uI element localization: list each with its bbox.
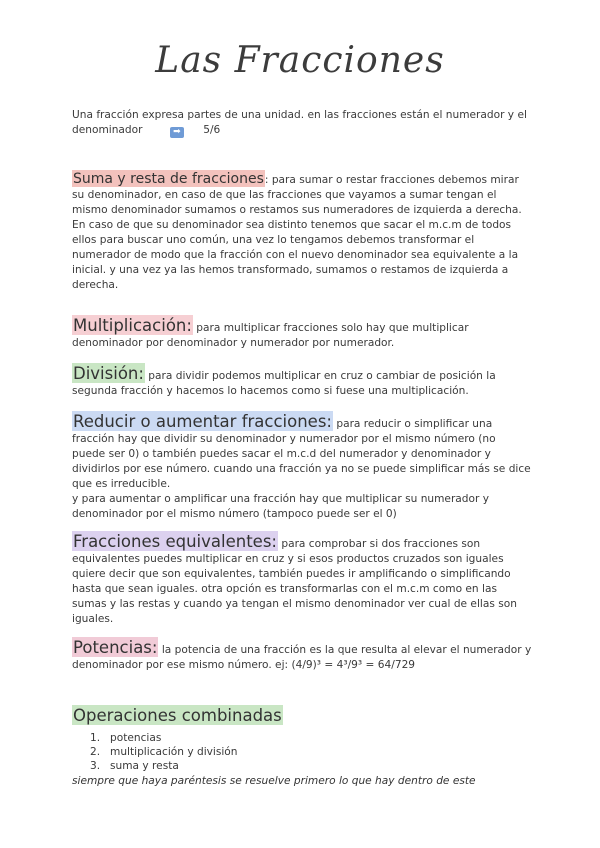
heading-equivalentes: Fracciones equivalentes: (73, 532, 277, 551)
list-item: 1. potencias (90, 732, 162, 744)
list-item: 2. multiplicación y división (90, 746, 238, 758)
page-title: Las Fracciones (155, 40, 445, 81)
heading-suma-resta: Suma y resta de fracciones (73, 171, 264, 187)
combinadas-list (90, 731, 238, 773)
arrow-right-icon: ➡ (170, 127, 184, 138)
heading-combinadas: Operaciones combinadas (73, 706, 282, 725)
multiplicacion-text: para multiplicar fracciones solo hay que multiplicar denominador por denominador y numerador por numerador. (72, 322, 469, 349)
combinadas-note: siempre que haya paréntesis se resuelve primero lo que hay dentro de este (72, 775, 476, 787)
potencias-text: la potencia de una fracción es la que resulta al elevar el numerador y denominador por ese mismo número. ej: (4/9)³ = 4³/9³ = 64/729 (72, 644, 532, 671)
division-text: para dividir podemos multiplicar en cruz o cambiar de posición la segunda fracción y hacemos lo hacemos como si fuese una multiplicación. (72, 370, 496, 397)
section-reducir-aumentar (72, 414, 532, 522)
heading-division: División: (73, 364, 144, 383)
section-multiplicacion (72, 318, 532, 351)
suma-text-2: En caso de que su denominador sea distinto tenemos que sacar el m.c.m de todos ellos para buscar uno común, una vez lo tengamos debemos transformar el numerador de modo que la fracción con el nuevo denominador sea equivalente a la inicial. y una vez ya las hemos transformado, sumamos o restamos de izquierda a derecha. (72, 219, 519, 291)
heading-potencias: Potencias: (73, 638, 158, 657)
section-division (72, 366, 532, 399)
section-potencias (72, 640, 532, 673)
heading-reducir-aumentar: Reducir o aumentar fracciones: (73, 412, 332, 431)
intro-example: 5/6 (203, 124, 221, 136)
suma-text-1: : para sumar o restar fracciones debemos mirar su denominador, en caso de que las fracciones que vayamos a sumar tengan el mismo denominador sumamos o restamos sus numeradores de izquierda a derecha. (72, 174, 522, 216)
section-combinadas (72, 708, 532, 726)
list-item: 3. suma y resta (90, 760, 179, 772)
reducir-text-2: y para aumentar o amplificar una fracción hay que multiplicar su numerador y denominador por el mismo número (tampoco puede ser el 0) (72, 493, 489, 520)
reducir-text-1: para reducir o simplificar una fracción hay que dividir su denominador y numerador por el mismo número (no puede ser 0) o también puedes sacar el m.c.d del numerador y denominador y dividirlos por ese número. cuando una fracción ya no se puede simplificar más se dice que es irreducible. (72, 418, 531, 490)
intro-paragraph (72, 108, 542, 138)
heading-multiplicacion: Multiplicación: (73, 316, 192, 335)
intro-text: Una fracción expresa partes de una unidad. en las fracciones están el numerador y el denominador (72, 109, 527, 136)
section-equivalentes (72, 534, 532, 627)
equivalentes-text: para comprobar si dos fracciones son equivalentes puedes multiplicar en cruz y si esos productos cruzados son iguales quiere decir que son equivalentes, también puedes ir amplificando o simplificando hasta que sean iguales. otra opción es transformarlas con el m.c.m como en las sumas y las restas y cuando ya tengan el mismo denominador ver cual de ellas son iguales. (72, 538, 517, 625)
section-suma-resta (72, 172, 532, 293)
